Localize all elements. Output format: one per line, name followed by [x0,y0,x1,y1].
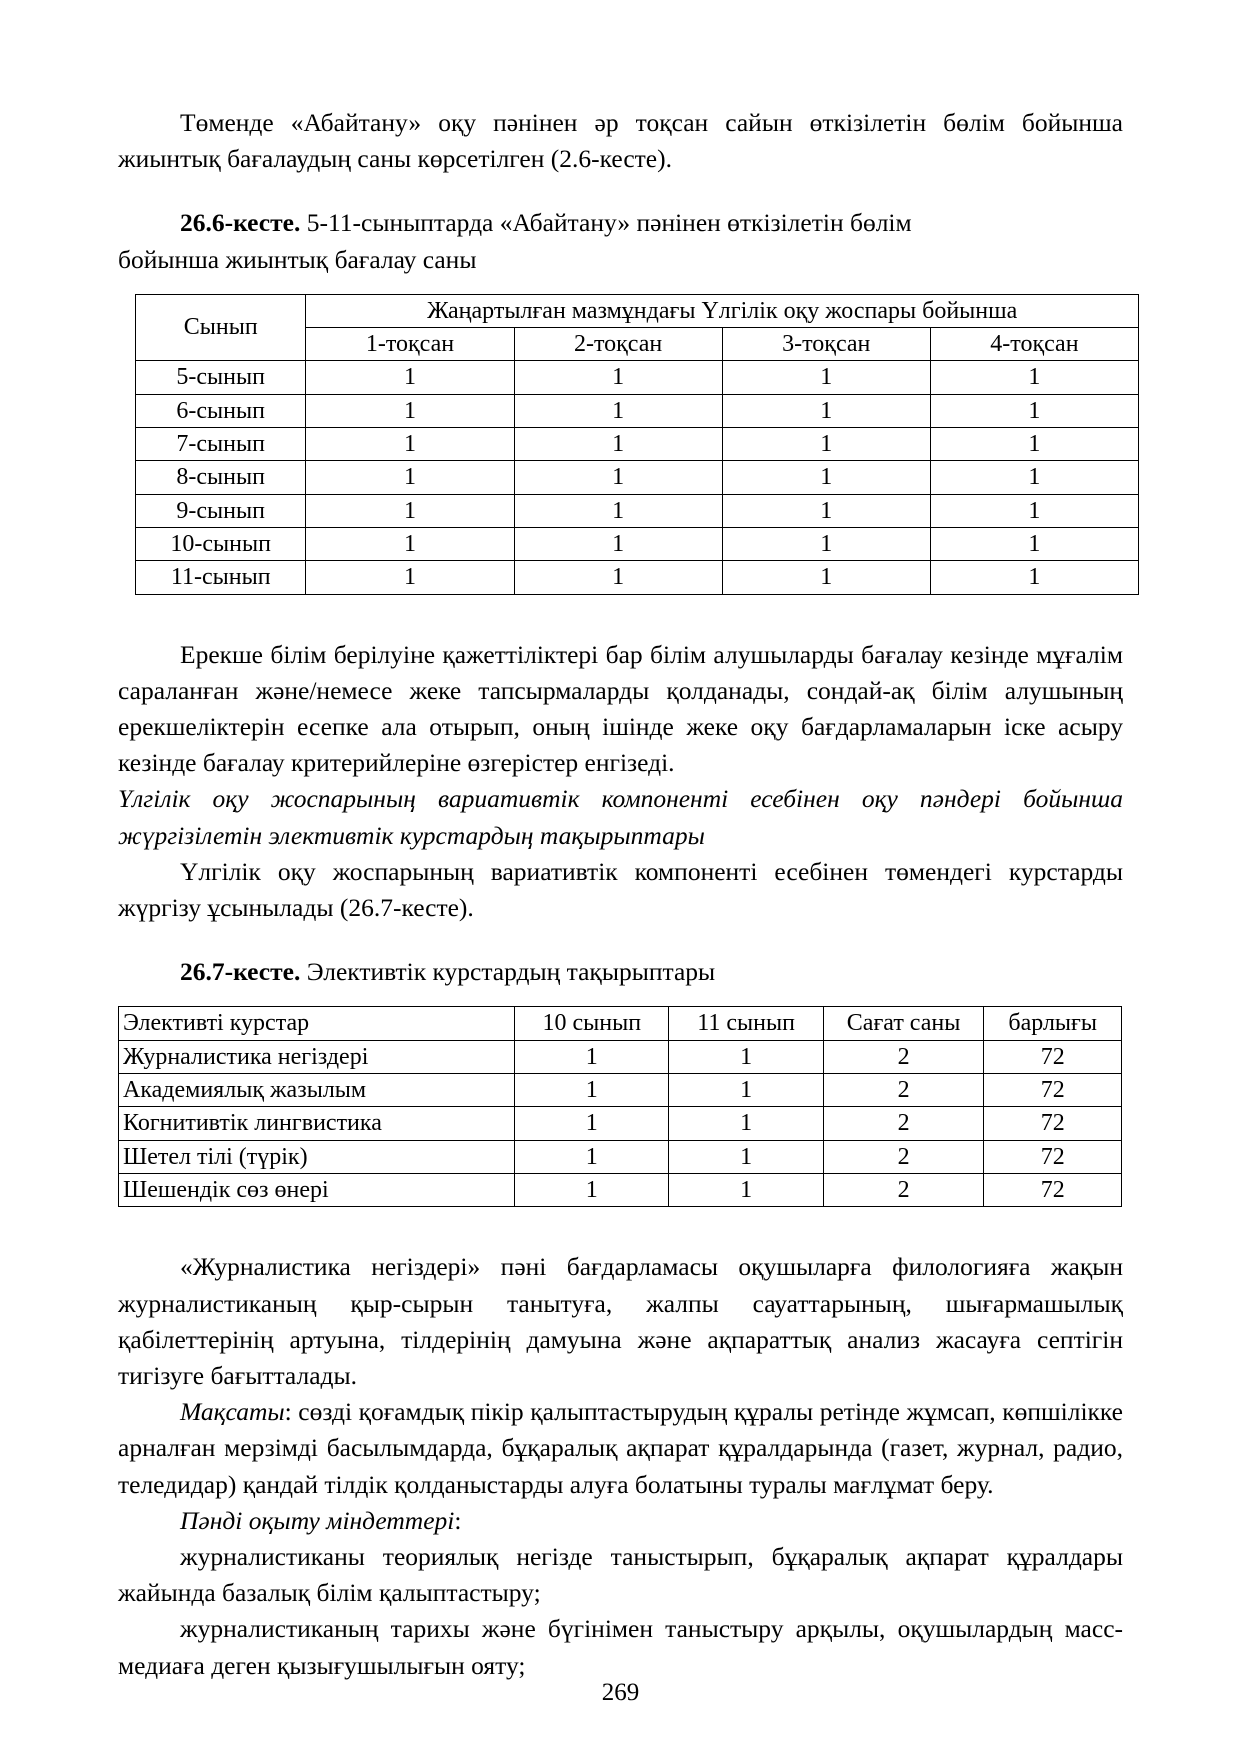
table-row [119,1140,1122,1173]
table-267-cell-hours: 2 [823,1040,984,1073]
table-267-cell-course: Академиялық жазылым [119,1074,515,1107]
table-266-header-q3: 3-тоқсан [722,328,930,361]
table-267-cell-total: 72 [984,1140,1122,1173]
table-266-cell-class: 6-сынып [136,394,306,427]
table-266-cell-class: 8-сынып [136,461,306,494]
table-266-cell-q1: 1 [306,361,514,394]
table-266-cell-q4: 1 [930,394,1138,427]
table-267-caption-text: Элективтік курстардың тақырыптары [300,957,716,987]
table-266-cell-q1: 1 [306,428,514,461]
table-266 [135,294,1139,595]
table-row [119,1040,1122,1073]
goal-paragraph [118,1394,1123,1503]
table-266-cell-q1: 1 [306,461,514,494]
table-266-cell-q3: 1 [722,361,930,394]
table-266-cell-class: 11-сынып [136,561,306,594]
table-266-cell-q1: 1 [306,394,514,427]
table-267-cell-hours: 2 [823,1107,984,1140]
goal-label: Мақсаты [180,1397,285,1427]
table-267-cell-hours: 2 [823,1174,984,1207]
table-266-cell-q2: 1 [514,494,722,527]
table-266-cell-q4: 1 [930,461,1138,494]
table-266-header-q4: 4-тоқсан [930,328,1138,361]
table-267-cell-course: Когнитивтік лингвистика [119,1107,515,1140]
table-266-cell-q3: 1 [722,561,930,594]
intro-paragraph: Төменде «Абайтану» оқу пәнінен әр тоқсан сайын өткізілетін бөлім бойынша жиынтық бағалаудың саны көрсетілген (2.6-кесте). [118,108,1123,174]
table-266-cell-q1: 1 [306,494,514,527]
table-266-cell-class: 9-сынып [136,494,306,527]
table-266-cell-class: 7-сынып [136,428,306,461]
table-row [136,428,1139,461]
table-267-caption [118,954,1123,990]
task-item-1: журналистиканы теориялық негізде таныстырып, бұқаралық ақпарат құралдары жайында базалық білім қалыптастыру; [118,1541,1123,1608]
table-267-cell-grade10: 1 [515,1140,669,1173]
tasks-heading [118,1503,1123,1539]
table-267 [118,1006,1122,1207]
table-266-cell-q4: 1 [930,561,1138,594]
table-266-cell-q3: 1 [722,528,930,561]
table-267-cell-course: Шешендік сөз өнері [119,1174,515,1207]
table-267-cell-total: 72 [984,1107,1122,1140]
table-267-cell-grade10: 1 [515,1074,669,1107]
table-266-cell-q2: 1 [514,528,722,561]
table-267-header-total: барлығы [984,1007,1122,1040]
tasks-colon: : [454,1505,462,1535]
table-row [136,494,1139,527]
table-row [119,1107,1122,1140]
table-267-cell-grade10: 1 [515,1040,669,1073]
table-267-header-course: Элективті курстар [119,1007,515,1040]
table-267-cell-grade11: 1 [669,1140,823,1173]
table-row [136,294,1139,327]
table-266-cell-class: 10-сынып [136,528,306,561]
table-row [136,461,1139,494]
table-row [119,1174,1122,1207]
table-row [136,528,1139,561]
table-266-header-q1: 1-тоқсан [306,328,514,361]
table-266-cell-q2: 1 [514,394,722,427]
table-266-cell-q2: 1 [514,361,722,394]
table-266-header-plan: Жаңартылған мазмұндағы Үлгілік оқу жоспары бойынша [306,294,1139,327]
table-266-cell-q4: 1 [930,494,1138,527]
table-266-cell-q4: 1 [930,361,1138,394]
table-267-header-grade11: 11 сынып [669,1007,823,1040]
table-266-cell-class: 5-сынып [136,361,306,394]
table-266-cell-q2: 1 [514,561,722,594]
table-266-caption-text: 5-11-сыныптарда «Абайтану» пәнінен өткізілетін бөлім [300,208,912,238]
table-267-cell-total: 72 [984,1074,1122,1107]
table-267-cell-course: Журналистика негіздері [119,1040,515,1073]
table-267-header-hours: Сағат саны [823,1007,984,1040]
table-267-cell-grade11: 1 [669,1174,823,1207]
table-row [136,361,1139,394]
table-267-caption-number: 26.7-кесте. [180,957,301,987]
paragraph-after-table-266: Ерекше білім берілуіне қажеттіліктері бар білім алушыларды бағалау кезінде мұғалім сараланған және/немесе жеке тапсырмаларды қолданады, сондай-ақ білім алушының ерекшеліктерін есепке ала отырып, оның ішінде жеке оқу бағдарламаларын іске асыру кезінде бағалау критерийлеріне өзгерістер енгізеді. [118,639,1123,778]
table-267-cell-grade11: 1 [669,1040,823,1073]
task-item-2: журналистиканың тарихы және бүгінімен таныстыру арқылы, оқушылардың масс-медиаға деген қызығушылығын ояту; [118,1614,1123,1680]
table-267-cell-hours: 2 [823,1074,984,1107]
table-266-caption-continued: бойынша жиынтық бағалау саны [118,244,477,274]
table-row [136,561,1139,594]
table-266-cell-q4: 1 [930,528,1138,561]
page-number: 269 [601,1679,640,1706]
table-267-cell-total: 72 [984,1040,1122,1073]
table-266-header-q2: 2-тоқсан [514,328,722,361]
table-266-cell-q4: 1 [930,428,1138,461]
table-row [119,1074,1122,1107]
table-row [119,1007,1122,1040]
italic-subheading: Үлгілік оқу жоспарының вариативтік компоненті есебінен оқу пәндері бойынша жүргізілетін элективтік курстардың тақырыптары [118,784,1123,850]
table-266-cell-q1: 1 [306,561,514,594]
goal-text: : сөзді қоғамдық пікір қалыптастырудың құралы ретінде жұмсап, көпшілікке арналған мерзімді басылымдарда, бұқаралық ақпарат құралдарында (газет, журнал, радио, теледидар) қандай тілдік қолданыстарды алуға болатыны туралы мағлұмат беру. [118,1397,1123,1499]
table-266-caption [118,205,1123,241]
table-266-cell-q3: 1 [722,394,930,427]
table-267-cell-total: 72 [984,1174,1122,1207]
table-267-cell-hours: 2 [823,1140,984,1173]
table-267-cell-grade11: 1 [669,1074,823,1107]
paragraph-after-table-267: «Журналистика негіздері» пәні бағдарламасы оқушыларға филологияға жақын журналистиканың қыр-сырын танытуға, жалпы сауаттарының, шығармашылық қабілеттерінің артуына, тілдерінің дамуына және ақпараттық анализ жасауға септігін тигізуге бағытталады. [118,1252,1123,1390]
paragraph-before-table-267: Үлгілік оқу жоспарының вариативтік компоненті есебінен төмендегі курстарды жүргізу ұсынылады (26.7-кесте). [118,856,1123,923]
table-266-cell-q1: 1 [306,528,514,561]
table-266-header-class: Сынып [136,294,306,361]
table-266-cell-q3: 1 [722,428,930,461]
table-266-cell-q3: 1 [722,494,930,527]
table-267-cell-grade10: 1 [515,1174,669,1207]
tasks-label: Пәнді оқыту міндеттері [180,1505,455,1535]
table-266-caption-number: 26.6-кесте. [180,208,301,238]
table-266-cell-q3: 1 [722,461,930,494]
table-267-cell-grade11: 1 [669,1107,823,1140]
table-266-cell-q2: 1 [514,428,722,461]
table-267-header-grade10: 10 сынып [515,1007,669,1040]
table-267-cell-grade10: 1 [515,1107,669,1140]
table-267-cell-course: Шетел тілі (түрік) [119,1140,515,1173]
table-266-cell-q2: 1 [514,461,722,494]
table-row [136,394,1139,427]
